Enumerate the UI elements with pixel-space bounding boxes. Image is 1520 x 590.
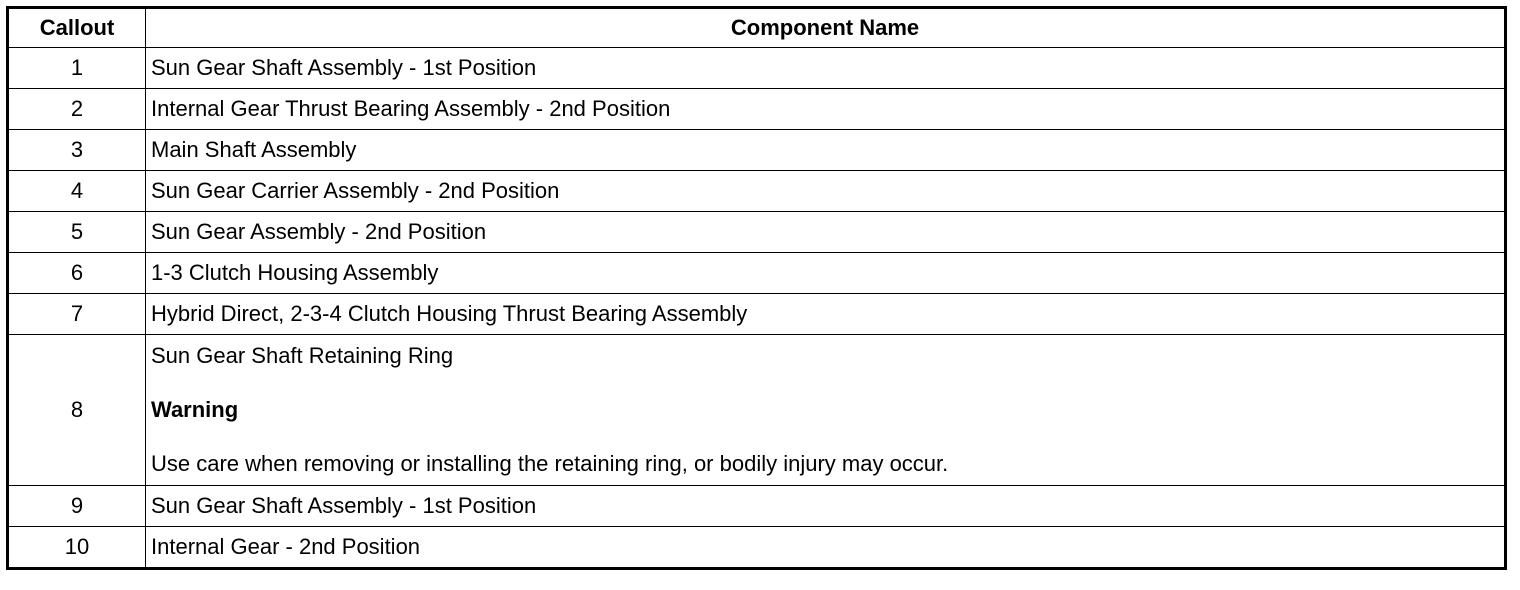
table-row xyxy=(8,89,1506,130)
callout-cell: 3 xyxy=(8,130,146,171)
callout-cell: 4 xyxy=(8,171,146,212)
table-row xyxy=(8,130,1506,171)
callout-cell: 9 xyxy=(8,486,146,527)
component-name-cell: Sun Gear Shaft Assembly - 1st Position xyxy=(146,48,1506,89)
component-name-cell: Sun Gear Carrier Assembly - 2nd Position xyxy=(146,171,1506,212)
table-row-warning xyxy=(8,335,1506,486)
warning-text: Use care when removing or installing the retaining ring, or bodily injury may occur. xyxy=(151,451,949,476)
spacer xyxy=(151,422,1504,452)
header-component-name: Component Name xyxy=(146,8,1506,48)
table-row xyxy=(8,171,1506,212)
callout-cell: 8 xyxy=(8,335,146,486)
table-row xyxy=(8,527,1506,569)
table-row xyxy=(8,294,1506,335)
component-name-text: Sun Gear Shaft Retaining Ring xyxy=(151,343,454,368)
callout-cell: 10 xyxy=(8,527,146,569)
table-row xyxy=(8,486,1506,527)
callout-cell: 6 xyxy=(8,253,146,294)
table-row xyxy=(8,253,1506,294)
header-row xyxy=(8,8,1506,48)
component-name-cell: Internal Gear Thrust Bearing Assembly - 2nd Position xyxy=(146,89,1506,130)
table-row xyxy=(8,48,1506,89)
component-name-cell: Internal Gear - 2nd Position xyxy=(146,527,1506,569)
component-name-cell: Sun Gear Assembly - 2nd Position xyxy=(146,212,1506,253)
component-name-cell: Main Shaft Assembly xyxy=(146,130,1506,171)
table-row xyxy=(8,212,1506,253)
component-name-cell: 1-3 Clutch Housing Assembly xyxy=(146,253,1506,294)
callout-cell: 5 xyxy=(8,212,146,253)
warning-title: Warning xyxy=(151,397,239,422)
callout-cell: 1 xyxy=(8,48,146,89)
component-name-cell: Hybrid Direct, 2-3-4 Clutch Housing Thrust Bearing Assembly xyxy=(146,294,1506,335)
component-name-cell xyxy=(146,335,1506,486)
callout-cell: 2 xyxy=(8,89,146,130)
header-callout: Callout xyxy=(8,8,146,48)
component-name-cell: Sun Gear Shaft Assembly - 1st Position xyxy=(146,486,1506,527)
spacer xyxy=(151,368,1504,398)
component-table xyxy=(6,6,1507,570)
callout-cell: 7 xyxy=(8,294,146,335)
